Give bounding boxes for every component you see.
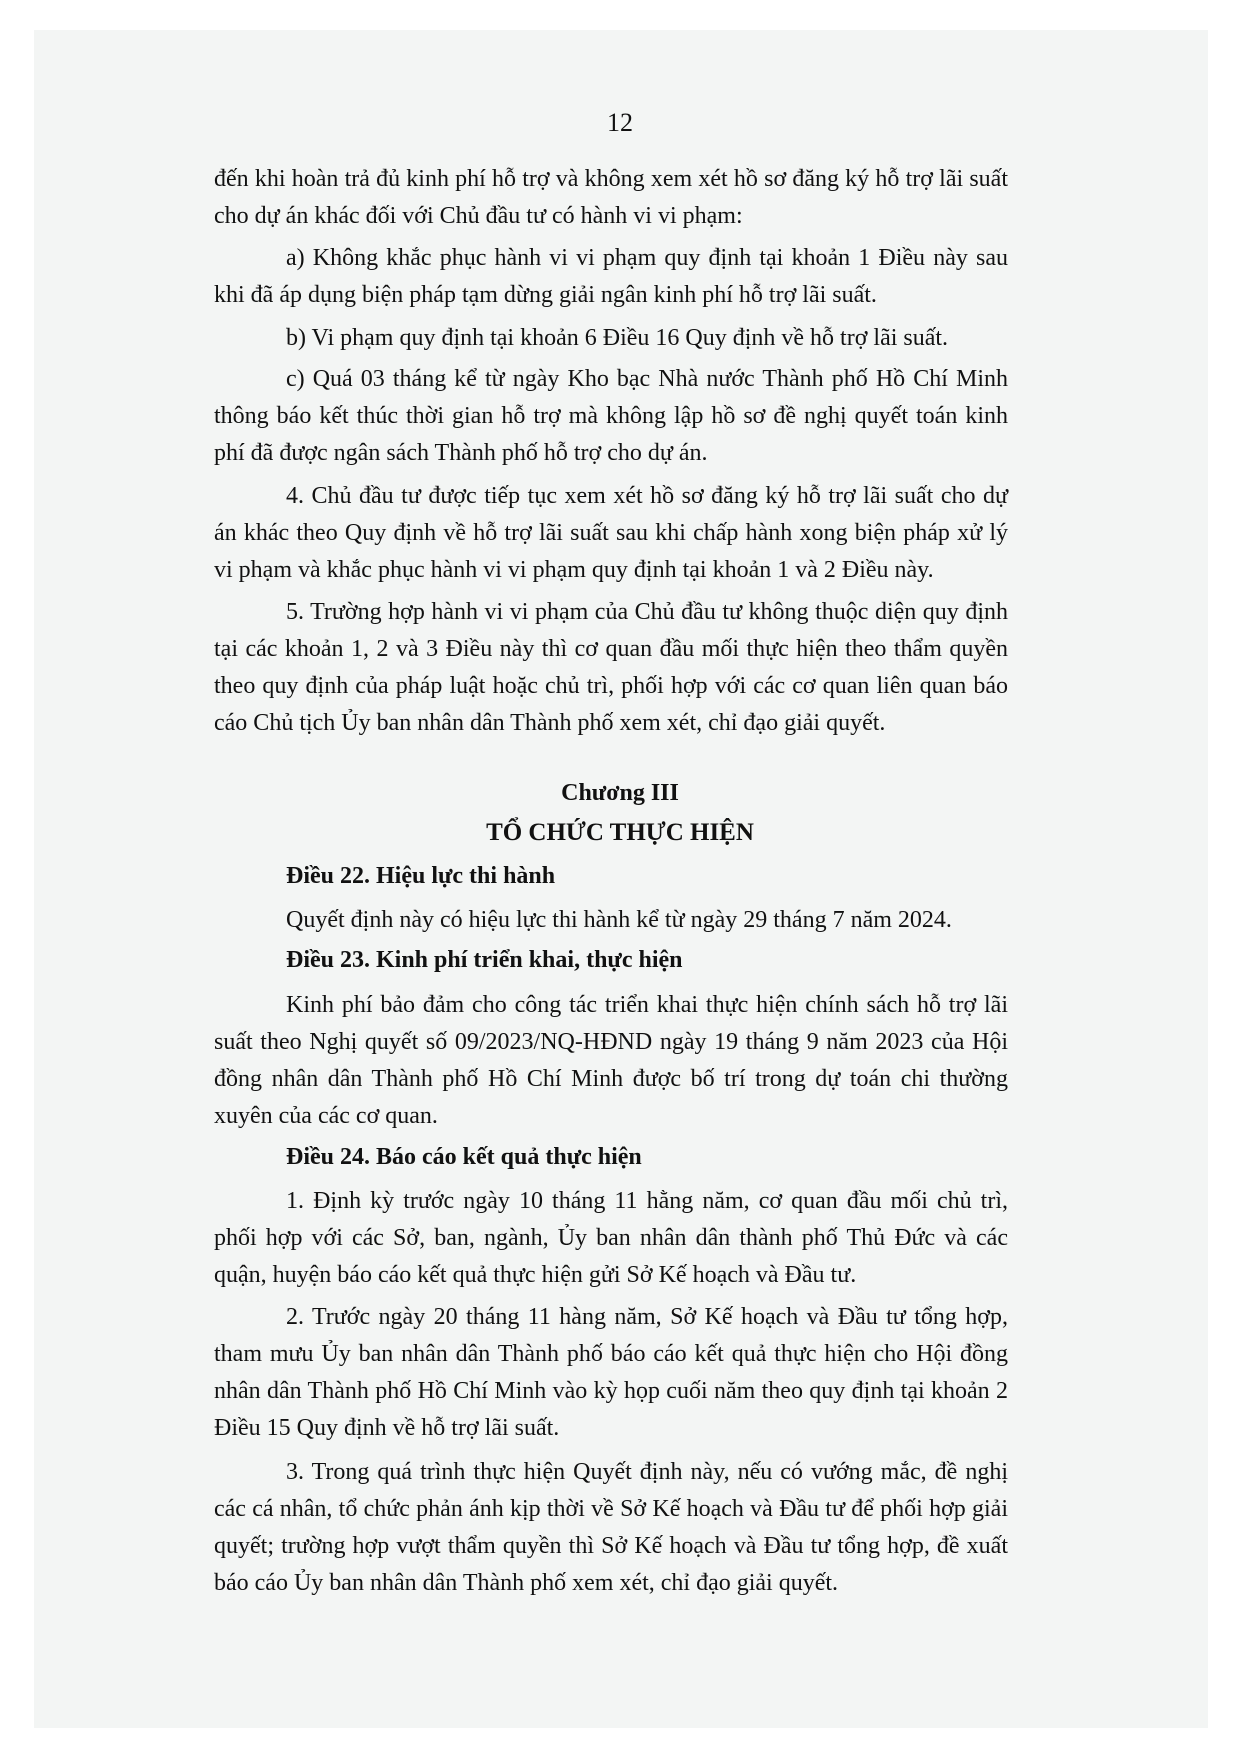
article-22-heading: Điều 22. Hiệu lực thi hành <box>286 863 556 889</box>
article-24-item-1: 1. Định kỳ trước ngày 10 tháng 11 hằng năm, cơ quan đầu mối chủ trì, phối hợp với các Sở, ban, ngành, Ủy ban nhân dân thành phố Thủ Đức và các quận, huyện báo cáo kết quả thực hiện gửi Sở Kế hoạch và Đầu tư. <box>214 1188 1008 1288</box>
paragraph-item-c: c) Quá 03 tháng kể từ ngày Kho bạc Nhà nước Thành phố Hồ Chí Minh thông báo kết thúc thời gian hỗ trợ mà không lập hồ sơ đề nghị quyết toán kinh phí đã được ngân sách Thành phố hỗ trợ cho dự án. <box>214 366 1008 466</box>
paragraph-item-b: b) Vi phạm quy định tại khoản 6 Điều 16 Quy định về hỗ trợ lãi suất. <box>286 325 949 351</box>
article-23-text: Kinh phí bảo đảm cho công tác triển khai thực hiện chính sách hỗ trợ lãi suất theo Nghị quyết số 09/2023/NQ-HĐND ngày 19 tháng 9 năm 2023 của Hội đồng nhân dân Thành phố Hồ Chí Minh được bố trí trong dự toán chi thường xuyên của các cơ quan. <box>214 992 1008 1129</box>
paragraph-item-a: a) Không khắc phục hành vi vi phạm quy định tại khoản 1 Điều này sau khi đã áp dụng biện pháp tạm dừng giải ngân kinh phí hỗ trợ lãi suất. <box>214 245 1008 308</box>
page-number: 12 <box>607 108 633 137</box>
chapter-title: TỔ CHỨC THỰC HIỆN <box>486 819 754 846</box>
article-24-heading: Điều 24. Báo cáo kết quả thực hiện <box>286 1144 642 1170</box>
paragraph-penalty-continuation: đến khi hoàn trả đủ kinh phí hỗ trợ và không xem xét hồ sơ đăng ký hỗ trợ lãi suất cho dự án khác đối với Chủ đầu tư có hành vi vi phạm: <box>214 166 1008 229</box>
article-24-item-3: 3. Trong quá trình thực hiện Quyết định này, nếu có vướng mắc, đề nghị các cá nhân, tổ chức phản ánh kịp thời về Sở Kế hoạch và Đầu tư để phối hợp giải quyết; trường hợp vượt thẩm quyền thì Sở Kế hoạch và Đầu tư tổng hợp, đề xuất báo cáo Ủy ban nhân dân Thành phố xem xét, chỉ đạo giải quyết. <box>214 1459 1008 1596</box>
paragraph-clause-4: 4. Chủ đầu tư được tiếp tục xem xét hồ sơ đăng ký hỗ trợ lãi suất cho dự án khác theo Quy định về hỗ trợ lãi suất sau khi chấp hành xong biện pháp xử lý vi phạm và khắc phục hành vi vi phạm quy định tại khoản 1 và 2 Điều này. <box>214 483 1008 583</box>
article-23-heading: Điều 23. Kinh phí triển khai, thực hiện <box>286 947 683 973</box>
paragraph-clause-5: 5. Trường hợp hành vi vi phạm của Chủ đầu tư không thuộc diện quy định tại các khoản 1, 2 và 3 Điều này thì cơ quan đầu mối thực hiện theo thẩm quyền theo quy định của pháp luật hoặc chủ trì, phối hợp với các cơ quan liên quan báo cáo Chủ tịch Ủy ban nhân dân Thành phố xem xét, chỉ đạo giải quyết. <box>214 599 1008 736</box>
article-22-text: Quyết định này có hiệu lực thi hành kể từ ngày 29 tháng 7 năm 2024. <box>286 907 952 933</box>
chapter-label: Chương III <box>561 780 679 806</box>
article-24-item-2: 2. Trước ngày 20 tháng 11 hàng năm, Sở Kế hoạch và Đầu tư tổng hợp, tham mưu Ủy ban nhân dân Thành phố báo cáo kết quả thực hiện cho Hội đồng nhân dân Thành phố Hồ Chí Minh vào kỳ họp cuối năm theo quy định tại khoản 2 Điều 15 Quy định về hỗ trợ lãi suất. <box>214 1304 1008 1441</box>
